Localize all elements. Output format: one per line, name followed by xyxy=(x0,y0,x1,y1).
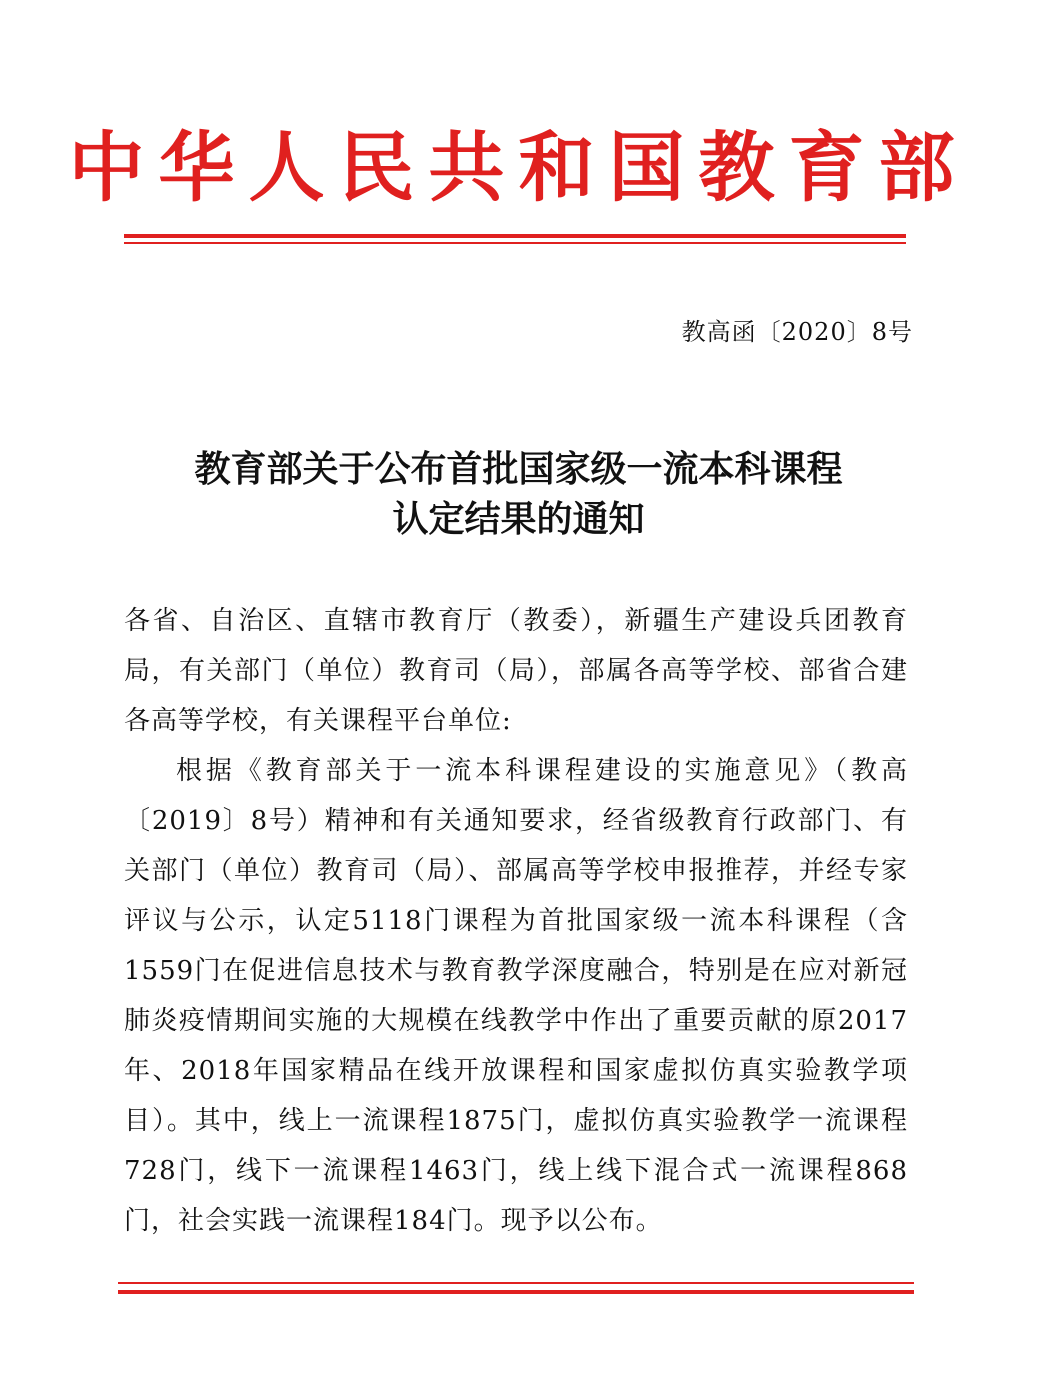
document-number: 教高函〔2020〕8号 xyxy=(681,318,913,346)
notice-title xyxy=(0,444,1037,544)
masthead-rule-thin xyxy=(124,242,906,244)
footer-rule-thin xyxy=(118,1282,914,1284)
footer-rule-thick xyxy=(118,1290,914,1294)
masthead-title: 中华人民共和国教育部 xyxy=(68,123,969,212)
addressees-paragraph: 各省、自治区、直辖市教育厅（教委），新疆生产建设兵团教育局，有关部门（单位）教育司（局），部属各高等学校、部省合建各高等学校，有关课程平台单位: xyxy=(124,606,908,736)
notice-title-line-1: 教育部关于公布首批国家级一流本科课程 xyxy=(194,448,843,490)
body-paragraph: 根据《教育部关于一流本科课程建设的实施意见》（教高〔2019〕8号）精神和有关通知要求，经省级教育行政部门、有关部门（单位）教育司（局）、部属高等学校申报推荐，并经专家评议与公示，认定5118门课程为首批国家级一流本科课程（含1559门在促进信息技术与教育教学深度融合，特别是在应对新冠肺炎疫情期间实施的大规模在线教学中作出了重要贡献的原2017年、2018年国家精品在线开放课程和国家虚拟仿真实验教学项目）。其中，线上一流课程1875门，虚拟仿真实验教学一流课程728门，线下一流课程1463门，线上线下混合式一流课程868门，社会实践一流课程184门。现予以公布。 xyxy=(124,756,908,1236)
masthead-rule-thick xyxy=(124,234,906,238)
notice-body xyxy=(124,596,908,1246)
notice-title-line-2: 认定结果的通知 xyxy=(392,498,645,540)
